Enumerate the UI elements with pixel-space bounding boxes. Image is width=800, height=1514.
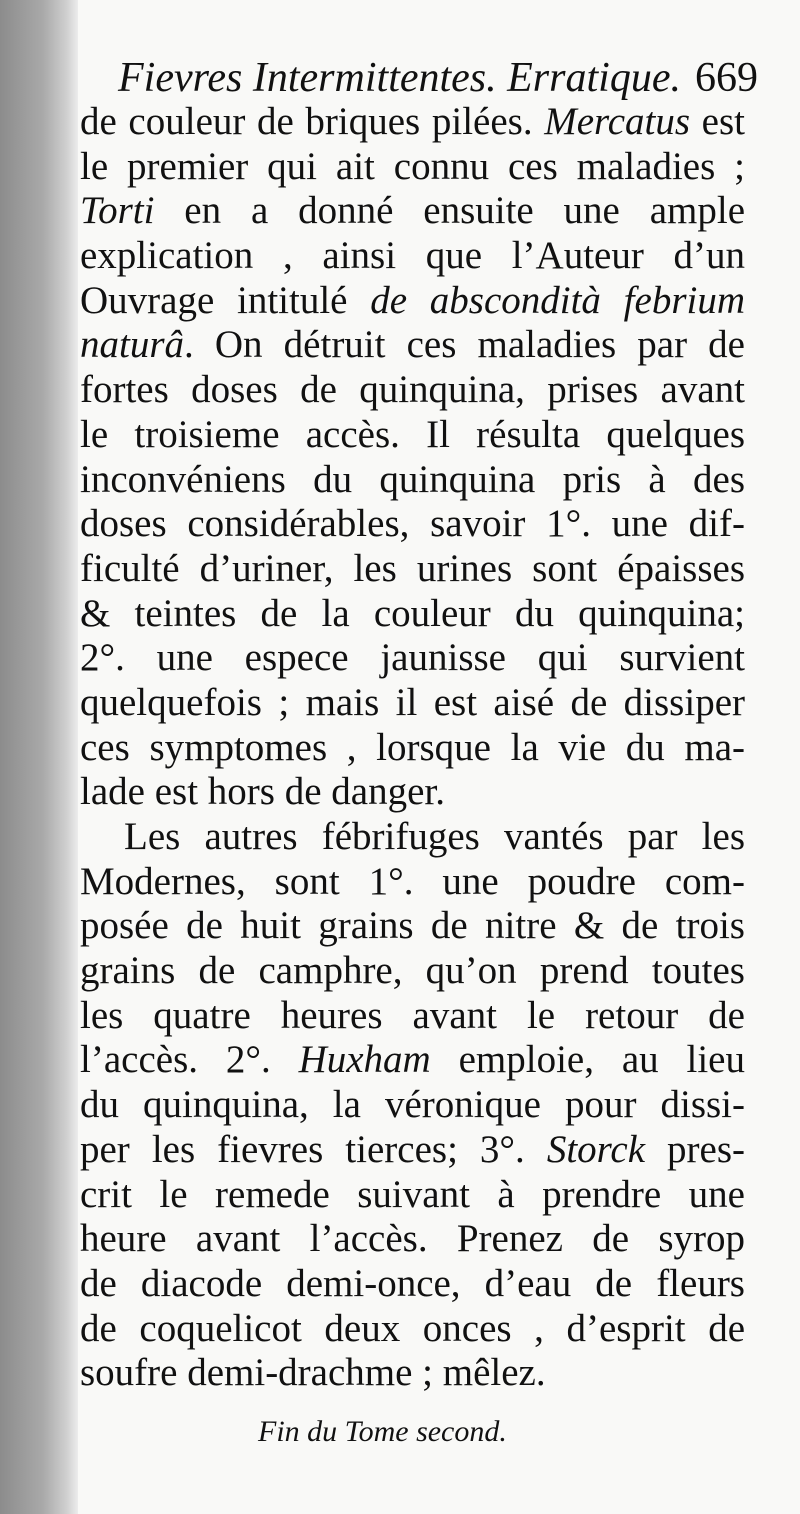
page-number: 669 <box>695 55 758 101</box>
text-segment: inconvéniens du quinquina pris à des <box>80 457 745 501</box>
text-line <box>80 949 745 994</box>
text-segment: de diacode demi-once, d’eau de fleurs <box>80 1261 745 1305</box>
colophon: Fin du Tome second. <box>258 1415 507 1448</box>
text-segment: ces symptomes , lorsque la vie du ma- <box>80 725 745 769</box>
italic-text: Huxham <box>298 1038 431 1082</box>
text-line <box>80 279 745 324</box>
text-segment: Modernes, sont 1°. une poudre com- <box>80 859 745 903</box>
text-segment: les quatre heures avant le retour de <box>80 993 745 1037</box>
text-line <box>80 592 745 637</box>
text-line <box>80 994 745 1039</box>
text-segment: . On détruit ces maladies par de <box>184 323 745 367</box>
text-segment: pres- <box>645 1127 745 1171</box>
text-segment: fortes doses de quinquina, prises avant <box>80 368 745 412</box>
text-segment: le premier qui ait connu ces maladies ; <box>80 144 745 188</box>
text-segment: de couleur de briques pilées. <box>80 100 545 143</box>
text-segment: du quinquina, la véronique pour dissi- <box>80 1083 745 1127</box>
text-line <box>80 1128 745 1173</box>
running-head: Fievres Intermittentes. Erratique. <box>118 55 681 101</box>
text-line <box>80 1307 745 1352</box>
text-segment: & teintes de la couleur du quinquina; <box>80 591 745 635</box>
text-line <box>80 770 745 815</box>
italic-text: naturâ <box>80 323 185 367</box>
text-segment: Les autres fébrifuges vantés par les <box>124 815 745 858</box>
text-line <box>80 1038 745 1083</box>
text-segment: heure avant l’accès. Prenez de syrop <box>80 1217 745 1261</box>
text-segment: soufre demi-drachme ; mêlez. <box>80 1351 546 1395</box>
text-line <box>80 1173 745 1218</box>
text-segment: de coquelicot deux onces , d’esprit de <box>80 1306 745 1350</box>
text-line <box>80 860 745 905</box>
text-segment: le troisieme accès. Il résulta quelques <box>80 412 745 456</box>
text-line <box>80 323 745 368</box>
text-segment: lade est hors de danger. <box>80 770 445 814</box>
text-segment: per les fievres tierces; 3°. <box>80 1127 547 1171</box>
page-header <box>118 48 758 108</box>
text-line <box>80 726 745 771</box>
text-line <box>80 1217 745 1262</box>
text-line <box>80 1351 745 1396</box>
text-segment: en a donné ensuite une ample <box>154 189 745 233</box>
text-segment: Ouvrage intitulé <box>80 278 371 322</box>
text-line <box>80 547 745 592</box>
text-segment: quelquefois ; mais il est aisé de dissiper <box>80 680 745 724</box>
text-segment: explication , ainsi que l’Auteur d’un <box>80 234 745 278</box>
text-segment: est <box>690 100 745 143</box>
text-line <box>80 815 745 860</box>
binding-gutter <box>0 0 78 1514</box>
text-segment: posée de huit grains de nitre & de trois <box>80 904 745 948</box>
text-line <box>80 1083 745 1128</box>
text-segment: emploie, au lieu <box>430 1038 745 1082</box>
text-line <box>80 189 745 234</box>
text-segment: doses considérables, savoir 1°. une dif- <box>80 502 745 546</box>
italic-text: de abscondità febrium <box>370 278 745 322</box>
text-segment: ficulté d’uriner, les urines sont épaisses <box>80 546 745 590</box>
text-line <box>80 234 745 279</box>
text-segment: grains de camphre, qu’on prend toutes <box>80 949 745 993</box>
text-line <box>80 413 745 458</box>
text-line <box>80 502 745 547</box>
italic-text: Torti <box>80 189 155 233</box>
text-segment: 2°. une espece jaunisse qui survient <box>80 636 745 680</box>
italic-text: Storck <box>546 1127 645 1171</box>
italic-text: Mercatus <box>544 100 691 143</box>
text-line <box>80 368 745 413</box>
text-line <box>80 100 745 145</box>
text-segment: crit le remede suivant à prendre une <box>80 1172 745 1216</box>
text-line <box>80 681 745 726</box>
body-text <box>80 100 745 1396</box>
text-line <box>80 1262 745 1307</box>
text-line <box>80 636 745 681</box>
text-line <box>80 458 745 503</box>
text-segment: l’accès. 2°. <box>80 1038 299 1082</box>
text-line <box>80 145 745 190</box>
text-line <box>80 904 745 949</box>
